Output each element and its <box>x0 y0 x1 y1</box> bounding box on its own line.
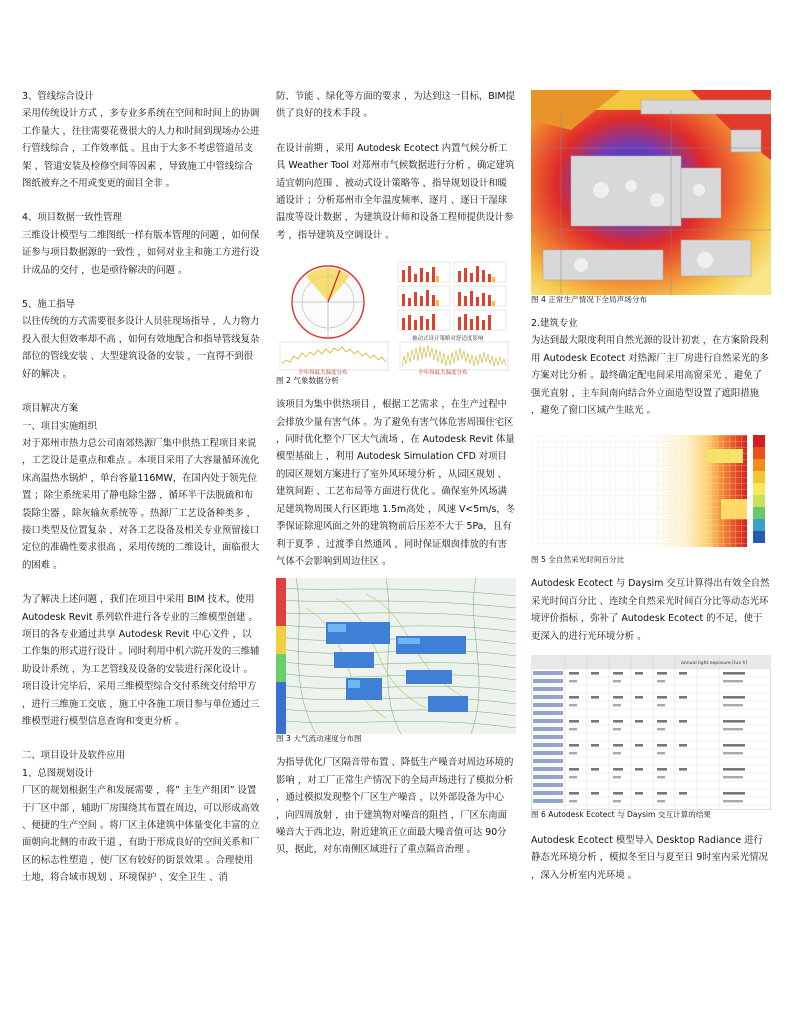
figure-2-caption: 图 2 气象数据分析 <box>276 376 339 386</box>
paragraph: 在设计前期 ，采用 Autodesk Ecotect 内置气候分析工具 Weather Tool 对郑州市气候数据进行分析 ，确定建筑适宜朝向范围 、被动式设计策略等 ，指导规划设计和暖通设计 ；分析郑州市全年温度频率、逐月 、逐日干湿球温度等设计数据 ，为建筑设计师和设备工程师提供设计参考 ，指导建筑及空调设计 。 <box>276 142 515 241</box>
figure-5-caption: 图 5 全自然采光时间百分比 <box>531 555 625 565</box>
paragraph: 防、节能 、绿化等方面的要求 ，为达到这一目标，BIM提供了良好的技术手段 。 <box>276 91 515 120</box>
figure-4 <box>531 90 771 305</box>
section-heading: 二、项目设计及软件应用 <box>22 750 126 762</box>
section-heading: 项目解决方案 <box>22 403 79 415</box>
weather-analysis-image <box>276 256 516 376</box>
section-heading: 5、施工指导 <box>22 299 75 311</box>
passive-strategy-label: 被动式设计策略对舒适度影响 <box>412 336 484 343</box>
paragraph: 为达到最大限度利用自然光源的设计初衷 ，在方案阶段利用 Autodesk Ecotect 对热源厂主厂房进行自然采光的多方案对比分析 。最终确定配电间采用高窗采光 ，避免了强光直射 ，主车间南向结合外立面造型设置了遮阳措施 ，避免了窗口区域产生眩光 。 <box>531 335 769 417</box>
paragraph: Autodesk Ecotect 模型导入 Desktop Radiance 进行静态光环境分析 ，模拟冬至日与夏至日 9时室内采光情况 ，深入分析室内光环境 。 <box>531 835 768 881</box>
paragraph: 为了解决上述问题 ，我们在项目中采用 BIM 技术，使用 Autodesk Revit 系列软件进行各专业的三维模型创建 。项目的各专业通过共享 Autodesk Revit 中心文件 ，以工作集的形式进行设计 。同时利用中机六院开发的三维辅助设计系统 ，为工艺管线及设备的安装进行深化设计 。项目设计完毕后，采用三维模型综合交付系统交付给甲方 ，进行三维施工交底 ，施工中各施工项目参与单位通过三维模型进行模型信息查询和变更分析 。 <box>22 594 260 727</box>
sound-field-image <box>531 90 771 295</box>
column-middle <box>276 88 516 859</box>
daysim-result-table-image <box>531 655 771 810</box>
paragraph: 为指导优化厂区隔音带布置 、降低生产噪音对周边环境的影响 ，对工厂正常生产情况下的全局声场进行了模拟分析 ，通过模拟发现整个厂区生产噪音 ，以外部设备为中心 ，向四周放射 ，由于建筑物对噪音的阻挡 ，厂区东南面噪音大于西北边，附近建筑正立面最大噪音值可达 90分贝，据此，对东南侧区域进行了重点隔音治理 。 <box>276 757 514 856</box>
airflow-velocity-image <box>276 578 516 734</box>
section-heading: 1、总图规划设计 <box>22 767 94 779</box>
paragraph: 采用传统设计方式 ，多专业多系统在空间和时间上的协调工作量大 ，往往需要花费很大的人力和时间到现场办公进行管线综合 ，工作效率低 。且由于大多不考虑管道吊支架 、管道安装及检修空间等因素 ，导致施工中管线综合图纸被弃之不用或变更的面目全非 。 <box>22 108 260 190</box>
figure-2 <box>276 256 516 386</box>
figure-4-caption: 图 4 正常生产情况下全局声场分布 <box>531 295 647 304</box>
paragraph: 该项目为集中供热项目 ，根据工艺需求 ，在生产过程中会排放少量有害气体 。为了避免有害气体危害周围住宅区 ，同时优化整个厂区大气流场 ，在 Autodesk Revit 体量模型基础上 ，利用 Autodesk Simulation CFD 对项目的园区规划方案进行了室外风环境分析 ，从园区规划 、建筑间距 、工艺布局等方面进行优化 。确保室外风场满足建筑物周围人行区距地 1.5m高处 ，风速 V<5m/s，冬季保证除迎风面之外的建筑物前后压差不大于 5Pa，且有利于夏季 、过渡季自然通风 ，同时保证烟囱排放的有害气体不会影响到周边住区 。 <box>276 399 516 567</box>
section-heading: 2.建筑专业 <box>531 318 578 329</box>
table-header-label: annual light exposure [lux h] <box>681 661 748 667</box>
figure-3-caption: 图 3 大气流动速度分布图 <box>276 734 362 744</box>
daylight-autonomy-image <box>531 429 771 555</box>
paragraph: 厂区的规划根据生产和发展需要 ，将” 主生产组团” 设置于厂区中部 ，辅助厂房围绕其布置在周边，可以形成高效 、便捷的生产空间 。将厂区主体建筑中体量变化丰富的立面朝向北侧的市政干道 ，有助于形成良好的空间关系和厂区的标志性塑造 ，使厂区有较好的街景效果 。合理使用土地，将合域市规划 、环境保护 、安全卫生 、消 <box>22 785 260 884</box>
figure-6-caption: 图 6 Autodesk Ecotect 与 Daysim 交互计算的结果 <box>531 810 712 820</box>
column-right <box>531 88 771 884</box>
figure-6 <box>531 655 771 820</box>
paragraph: 以往传统的方式需要很多设计人员驻现场指导 ，人力物力投入很大但效率却不高 ，如何有效地配合和指导管线复杂部位的管线安装 、大型建筑设备的安装 ，一直得不到很好的解决 。 <box>22 316 260 380</box>
figure-5 <box>531 429 771 565</box>
column-left <box>22 88 260 887</box>
paragraph: 对于郑州市热力总公司南郊热源厂集中供热工程项目来说 ，工艺设计是重点和难点 。本项目采用了大容量循环流化床高温热水锅炉 ，单台容量116MW，在国内处于领先位置 ；除尘系统采用了静电除尘器 ，循环半干法脱硫和布袋除尘器 ，除灰输灰系统等 。热源厂工艺设备种类多 ，接口类型及位置复杂 ，对各工艺设备及相关专业预留接口定位的准确性要求很高 ，采用传统的二维设计，面临很大的困难 。 <box>22 437 260 571</box>
section-heading: 3、管线综合设计 <box>22 91 94 102</box>
figure-3 <box>276 578 516 744</box>
section-heading: 4、项目数据一致性管理 <box>22 212 122 224</box>
paragraph: Autodesk Ecotect 与 Daysim 交互计算得出有效全自然采光时间百分比 、连续全自然采光时间百分比等动态光环境评价指标 ，弥补了 Autodesk Ecotect 的不足，使于更深入的进行光环境分析 。 <box>531 578 770 642</box>
paragraph: 三维设计模型与二维图纸一样有版本管理的问题 ，如何保证参与项目数据源的一致性 ，如何对业主和施工方进行设计成品的交付 ，也是亟待解决的问题 。 <box>22 229 260 276</box>
yearly-temp-label: 全年周最大温度分布 <box>418 370 468 377</box>
weekly-temp-label: 全年周最大温度分布 <box>298 370 348 377</box>
section-heading: 一、项目实施组织 <box>22 420 98 432</box>
